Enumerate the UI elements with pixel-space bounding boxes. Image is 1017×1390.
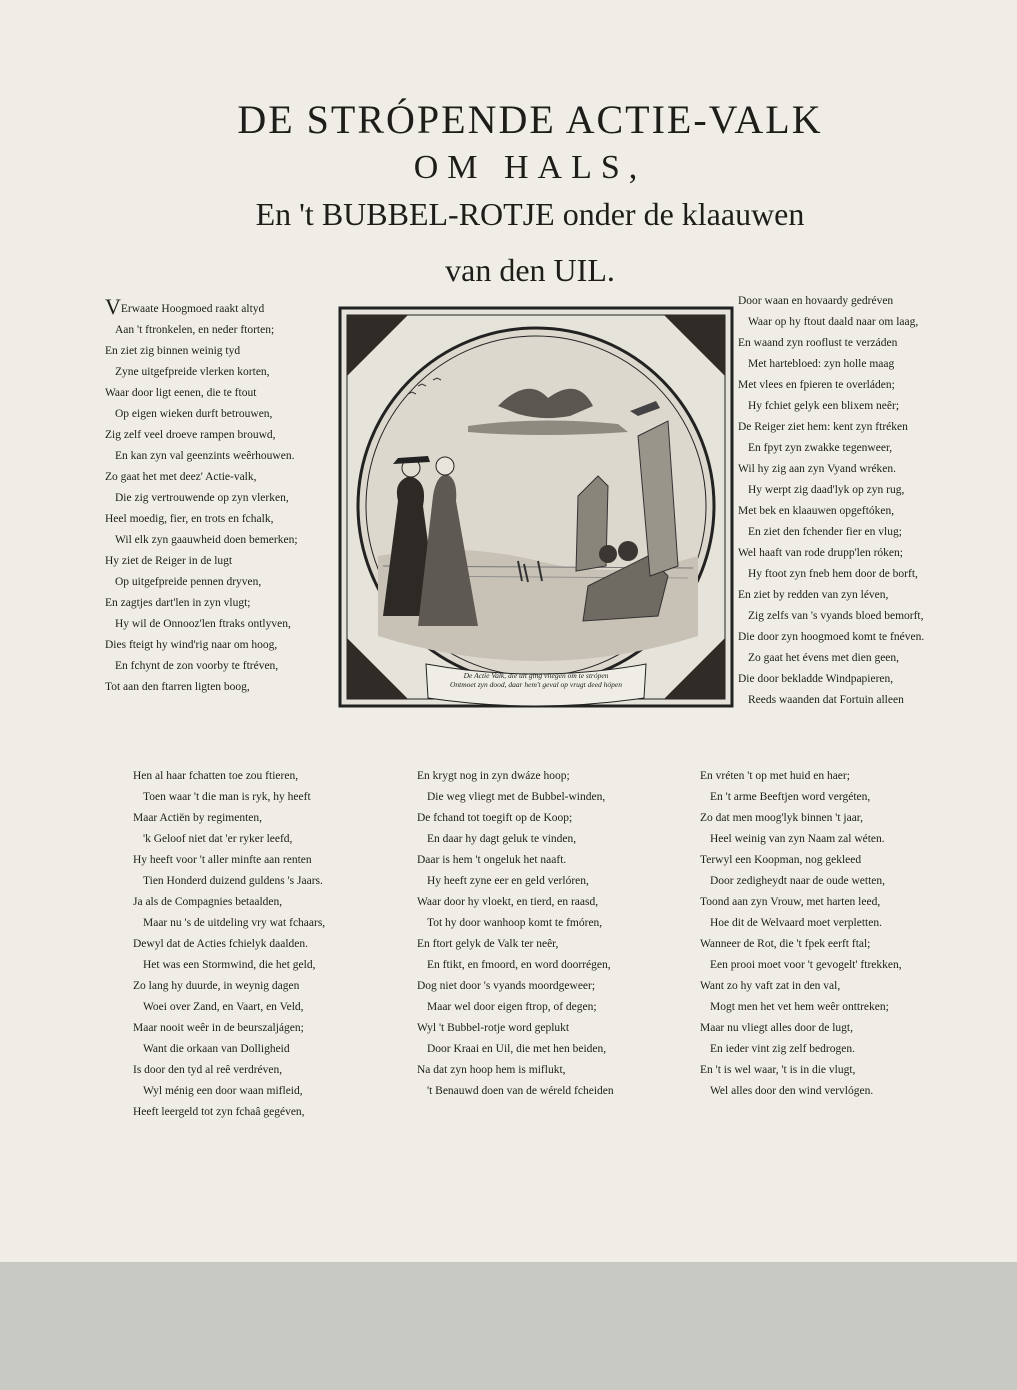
verse-line [738, 375, 978, 396]
verse-text: Tien Honderd duizend guldens 's Jaars. [143, 875, 323, 887]
verse-line [700, 1081, 960, 1102]
verse-text: Waar op hy ftout daald naar om laag, [748, 316, 919, 328]
verse-text: Ja als de Compagnies betaalden, [133, 896, 283, 908]
verse-text: Zyne uitgefpreide vlerken korten, [115, 366, 270, 378]
verse-text: Op uitgefpreide pennen dryven, [115, 576, 262, 588]
verse-line [700, 1039, 960, 1060]
verse-line [700, 766, 960, 787]
engraving-caption [420, 671, 652, 689]
bottom-verse-column-3 [700, 766, 960, 1102]
verse-text: Hy werpt zig daad'lyk op zyn rug, [748, 484, 905, 496]
verse-line [700, 934, 960, 955]
verse-line [417, 1018, 657, 1039]
verse-text: Door zedigheydt naar de oude wetten, [710, 875, 885, 887]
verse-line [133, 787, 373, 808]
verse-text: Heel weinig van zyn Naam zal wéten. [710, 833, 885, 845]
verse-line [133, 997, 373, 1018]
verse-text: Maar nooit weêr in de beurszaljágen; [133, 1022, 304, 1034]
verse-text: En 't is wel waar, 't is in die vlugt, [700, 1064, 856, 1076]
verse-line [738, 690, 978, 711]
verse-line [105, 593, 345, 614]
verse-text: Door Kraai en Uil, die met hen beiden, [427, 1043, 607, 1055]
verse-text: Waar door ligt eenen, die te ftout [105, 387, 257, 399]
verse-line [738, 312, 978, 333]
verse-line [105, 572, 345, 593]
verse-text: En ziet by redden van zyn léven, [738, 589, 889, 601]
verse-text: En zagtjes dart'len in zyn vlugt; [105, 597, 251, 609]
verse-text: Hy wil de Onnooz'len ftraks ontlyven, [115, 618, 291, 630]
verse-line [738, 501, 978, 522]
verse-text: De Reiger ziet hem: kent zyn ftréken [738, 421, 908, 433]
verse-line [417, 808, 657, 829]
verse-line [133, 955, 373, 976]
verse-text: En ziet den fchender fier en vlug; [748, 526, 902, 538]
verse-line [417, 1039, 657, 1060]
verse-text: 't Benauwd doen van de wéreld fcheiden [427, 1085, 614, 1097]
drop-cap: V [105, 294, 121, 319]
verse-text: Wanneer de Rot, die 't fpek eerft ftal; [700, 938, 871, 950]
verse-line [133, 892, 373, 913]
verse-text: En kan zyn val geenzints weêrhouwen. [115, 450, 295, 462]
verse-text: En fchynt de zon voorby te ftréven, [115, 660, 279, 672]
verse-line [133, 871, 373, 892]
verse-line [738, 333, 978, 354]
verse-line [105, 614, 345, 635]
verse-text: Zo gaat het met deez' Actie-valk, [105, 471, 257, 483]
verse-text: Die weg vliegt met de Bubbel-winden, [427, 791, 606, 803]
verse-text: Zig zelfs van 's vyands bloed bemorft, [748, 610, 924, 622]
verse-line [133, 1060, 373, 1081]
verse-text: Het was een Stormwind, die het geld, [143, 959, 316, 971]
right-verse-column [738, 291, 978, 711]
verse-line [738, 522, 978, 543]
verse-text: Wel alles door den wind vervlógen. [710, 1085, 874, 1097]
verse-line [133, 808, 373, 829]
verse-line [417, 997, 657, 1018]
verse-line [105, 320, 345, 341]
verse-text: Toen waar 't die man is ryk, hy heeft [143, 791, 311, 803]
verse-text: Een prooi moet voor 't gevogelt' ftrekken, [710, 959, 902, 971]
verse-line [105, 509, 345, 530]
verse-line [700, 976, 960, 997]
verse-line [700, 829, 960, 850]
verse-text: Die door zyn hoogmoed komt te fnéven. [738, 631, 925, 643]
verse-line [105, 341, 345, 362]
verse-text: En ftikt, en fmoord, en word doorrégen, [427, 959, 611, 971]
verse-text: De fchand tot toegift op de Koop; [417, 812, 573, 824]
verse-line [417, 829, 657, 850]
verse-text: Met bek en klaauwen opgeftóken, [738, 505, 895, 517]
verse-text: Dewyl dat de Acties fchielyk daalden. [133, 938, 308, 950]
verse-text: Na dat zyn hoop hem is miflukt, [417, 1064, 566, 1076]
verse-text: Waar door hy vloekt, en tierd, en raasd, [417, 896, 599, 908]
bottom-verse-column-2 [417, 766, 657, 1102]
verse-line [700, 892, 960, 913]
verse-line [417, 976, 657, 997]
verse-line [105, 446, 345, 467]
engraving-illustration [338, 306, 734, 708]
verse-line [738, 669, 978, 690]
verse-text: Dog niet door 's vyands moordgeweer; [417, 980, 596, 992]
verse-text: Heel moedig, fier, en trots en fchalk, [105, 513, 274, 525]
verse-text: Wil elk zyn gaauwheid doen bemerken; [115, 534, 298, 546]
verse-line [738, 291, 978, 312]
verse-line [417, 1081, 657, 1102]
verse-text: Zig zelf veel droeve rampen brouwd, [105, 429, 276, 441]
verse-text: Met hartebloed: zyn holle maag [748, 358, 895, 370]
verse-text: Zo gaat het évens met dien geen, [748, 652, 900, 664]
verse-line [700, 913, 960, 934]
verse-line [105, 530, 345, 551]
verse-text: En 't arme Beeftjen word vergéten, [710, 791, 871, 803]
verse-text: En fpyt zyn zwakke tegenweer, [748, 442, 893, 454]
verse-text: Want zo hy vaft zat in den val, [700, 980, 841, 992]
verse-line [133, 766, 373, 787]
verse-line [417, 787, 657, 808]
verse-text: En krygt nog in zyn dwáze hoop; [417, 770, 570, 782]
caption-line-1: De Actie Valk, die uit ging vliegen om te strópen [463, 671, 609, 680]
verse-line [133, 829, 373, 850]
verse-text: Hy heeft zyne eer en geld verlóren, [427, 875, 589, 887]
verse-text: Die zig vertrouwende op zyn vlerken, [115, 492, 289, 504]
verse-text: Maar nu 's de uitdeling vry wat fchaars, [143, 917, 326, 929]
verse-line [105, 656, 345, 677]
verse-text: Daar is hem 't ongeluk het naaft. [417, 854, 567, 866]
verse-line [700, 1060, 960, 1081]
verse-text: Terwyl een Koopman, nog gekleed [700, 854, 862, 866]
verse-text: Heeft leergeld tot zyn fchaâ gegéven, [133, 1106, 305, 1118]
verse-line [738, 543, 978, 564]
verse-line [738, 585, 978, 606]
title-line-4: van den UIL. [445, 252, 615, 288]
verse-line [738, 417, 978, 438]
verse-text: Mogt men het vet hem weêr onttreken; [710, 1001, 889, 1013]
verse-text: Hy heeft voor 't aller minfte aan renten [133, 854, 312, 866]
verse-text: Toond aan zyn Vrouw, met harten leed, [700, 896, 881, 908]
verse-line [700, 997, 960, 1018]
verse-text: Aan 't ftronkelen, en neder ftorten; [115, 324, 275, 336]
verse-text: Wil hy zig aan zyn Vyand wréken. [738, 463, 897, 475]
verse-text: Maar nu vliegt alles door de lugt, [700, 1022, 853, 1034]
left-verse-column [105, 294, 345, 698]
verse-text: Tot aan den ftarren ligten boog, [105, 681, 250, 693]
caption-line-2: Ontmoet zyn dood, daar hem't geval op vrugt deed hópen [450, 680, 622, 689]
verse-text: 'k Geloof niet dat 'er ryker leefd, [143, 833, 293, 845]
verse-text: Want die orkaan van Dolligheid [143, 1043, 290, 1055]
title-line-2: OM HALS, [413, 149, 647, 186]
verse-line [738, 459, 978, 480]
verse-line [105, 294, 345, 320]
verse-text: Zo dat men moog'lyk binnen 't jaar, [700, 812, 864, 824]
verse-line [738, 564, 978, 585]
verse-line [417, 913, 657, 934]
verse-line [133, 1102, 373, 1123]
verse-text: Hoe dit de Welvaard moet verpletten. [710, 917, 882, 929]
verse-text: Is door den tyd al reê verdréven, [133, 1064, 283, 1076]
verse-text: Wel haaft van rode drupp'len róken; [738, 547, 903, 559]
verse-text: Wyl 't Bubbel-rotje word geplukt [417, 1022, 570, 1034]
verse-line [738, 627, 978, 648]
verse-text: Op eigen wieken durft betrouwen, [115, 408, 273, 420]
verse-text: Tot hy door wanhoop komt te fmóren, [427, 917, 603, 929]
verse-line [133, 1081, 373, 1102]
verse-text: En ziet zig binnen weinig tyd [105, 345, 241, 357]
verse-text: Woei over Zand, en Vaart, en Veld, [143, 1001, 304, 1013]
verse-line [417, 1060, 657, 1081]
verse-line [133, 976, 373, 997]
verse-line [700, 955, 960, 976]
verse-text: En ftort gelyk de Valk ter neêr, [417, 938, 559, 950]
verse-line [738, 396, 978, 417]
verse-text: Hy ftoot zyn fneb hem door de borft, [748, 568, 918, 580]
verse-line [417, 934, 657, 955]
verse-line [700, 808, 960, 829]
verse-line [105, 551, 345, 572]
verse-text: Met vlees en fpieren te overláden; [738, 379, 895, 391]
verse-text: Dies fteigt hy wind'rig naar om hoog, [105, 639, 278, 651]
verse-line [105, 677, 345, 698]
verse-text: Door waan en hovaardy gedréven [738, 295, 894, 307]
verse-line [700, 787, 960, 808]
verse-text: Erwaate Hoogmoed raakt altyd [120, 303, 265, 315]
verse-text: Hen al haar fchatten toe zou ftieren, [133, 770, 299, 782]
verse-line [417, 850, 657, 871]
verse-line [738, 648, 978, 669]
verse-line [105, 467, 345, 488]
title-line-1: DE STRÓPENDE ACTIE-VALK [237, 97, 823, 142]
verse-line [133, 850, 373, 871]
verse-line [417, 766, 657, 787]
verse-text: Die door bekladde Windpapieren, [738, 673, 894, 685]
verse-line [738, 480, 978, 501]
verse-line [133, 934, 373, 955]
verse-line [105, 425, 345, 446]
verse-line [738, 438, 978, 459]
verse-line [133, 1039, 373, 1060]
verse-line [700, 871, 960, 892]
verse-line [105, 362, 345, 383]
verse-text: Hy fchiet gelyk een blixem neêr; [748, 400, 900, 412]
verse-line [105, 635, 345, 656]
verse-line [700, 1018, 960, 1039]
verse-text: En ieder vint zig zelf bedrogen. [710, 1043, 855, 1055]
verse-line [105, 488, 345, 509]
verse-text: En waand zyn rooflust te verzáden [738, 337, 898, 349]
verse-text: Reeds waanden dat Fortuin alleen [748, 694, 904, 706]
bottom-verse-column-1 [133, 766, 373, 1123]
verse-text: En daar hy dagt geluk te vinden, [427, 833, 577, 845]
verse-line [417, 955, 657, 976]
verse-line [133, 1018, 373, 1039]
verse-line [417, 871, 657, 892]
verse-text: Maar Actiën by regimenten, [133, 812, 263, 824]
verse-line [417, 892, 657, 913]
verse-text: Maar wel door eigen ftrop, of degen; [427, 1001, 597, 1013]
verse-text: Hy ziet de Reiger in de lugt [105, 555, 233, 567]
verse-line [700, 850, 960, 871]
verse-line [738, 606, 978, 627]
verse-line [105, 404, 345, 425]
verse-line [105, 383, 345, 404]
title-line-3: En 't BUBBEL-ROTJE onder de klaauwen [255, 196, 805, 232]
verse-line [133, 913, 373, 934]
verse-text: En vréten 't op met huid en haer; [700, 770, 850, 782]
verse-text: Wyl ménig een door waan mifleid, [143, 1085, 303, 1097]
verse-text: Zo lang hy duurde, in weynig dagen [133, 980, 300, 992]
verse-line [738, 354, 978, 375]
